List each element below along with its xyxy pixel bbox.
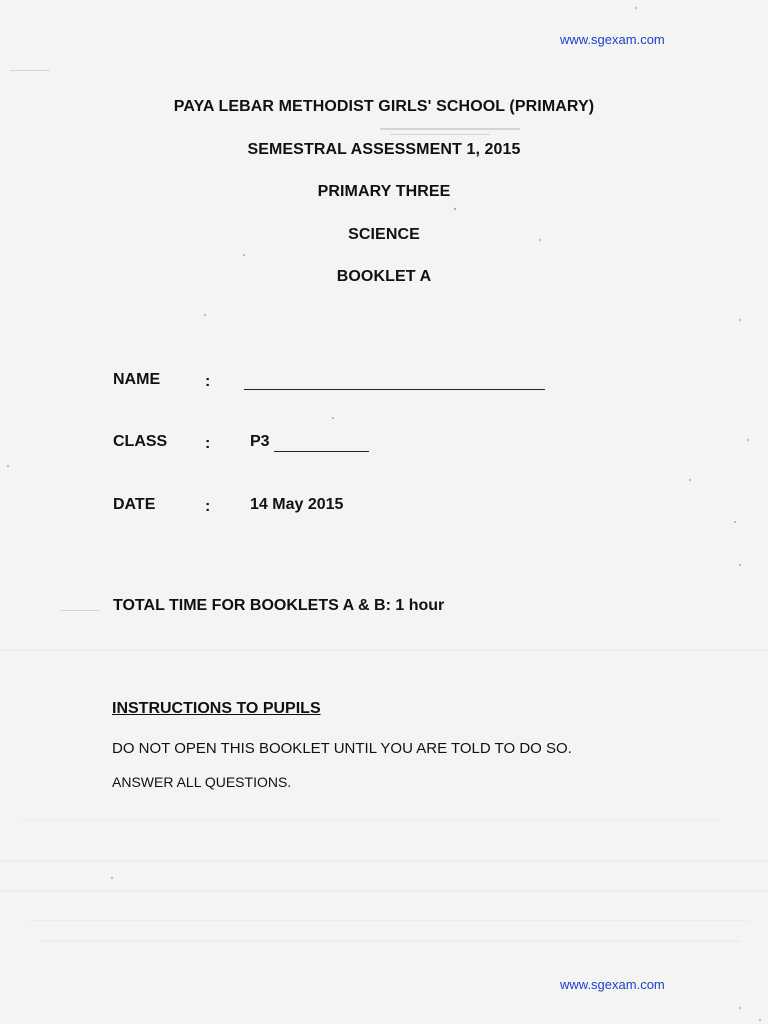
website-link-bottom[interactable]: www.sgexam.com bbox=[560, 977, 665, 992]
instruction-item: DO NOT OPEN THIS BOOKLET UNTIL YOU ARE TOLD TO DO SO. bbox=[112, 740, 572, 757]
name-label: NAME bbox=[113, 371, 161, 388]
subject-title: SCIENCE bbox=[348, 226, 420, 243]
school-name: PAYA LEBAR METHODIST GIRLS' SCHOOL (PRIMARY) bbox=[173, 98, 595, 115]
class-label: CLASS bbox=[113, 433, 168, 450]
assessment-title: SEMESTRAL ASSESSMENT 1, 2015 bbox=[247, 141, 521, 158]
date-value: 14 May 2015 bbox=[250, 496, 344, 513]
total-time: TOTAL TIME FOR BOOKLETS A & B: 1 hour bbox=[113, 597, 445, 614]
class-colon: : bbox=[205, 435, 211, 452]
name-line bbox=[244, 389, 545, 390]
instructions-title: INSTRUCTIONS TO PUPILS bbox=[112, 700, 321, 717]
class-line bbox=[274, 451, 369, 452]
level-title: PRIMARY THREE bbox=[317, 183, 451, 200]
booklet-title: BOOKLET A bbox=[336, 268, 432, 285]
date-label: DATE bbox=[113, 496, 156, 513]
name-colon: : bbox=[205, 373, 211, 390]
instruction-item: ANSWER ALL QUESTIONS. bbox=[112, 774, 292, 790]
date-colon: : bbox=[205, 498, 211, 515]
website-link-top[interactable]: www.sgexam.com bbox=[560, 32, 665, 47]
class-value: P3 bbox=[250, 433, 270, 450]
